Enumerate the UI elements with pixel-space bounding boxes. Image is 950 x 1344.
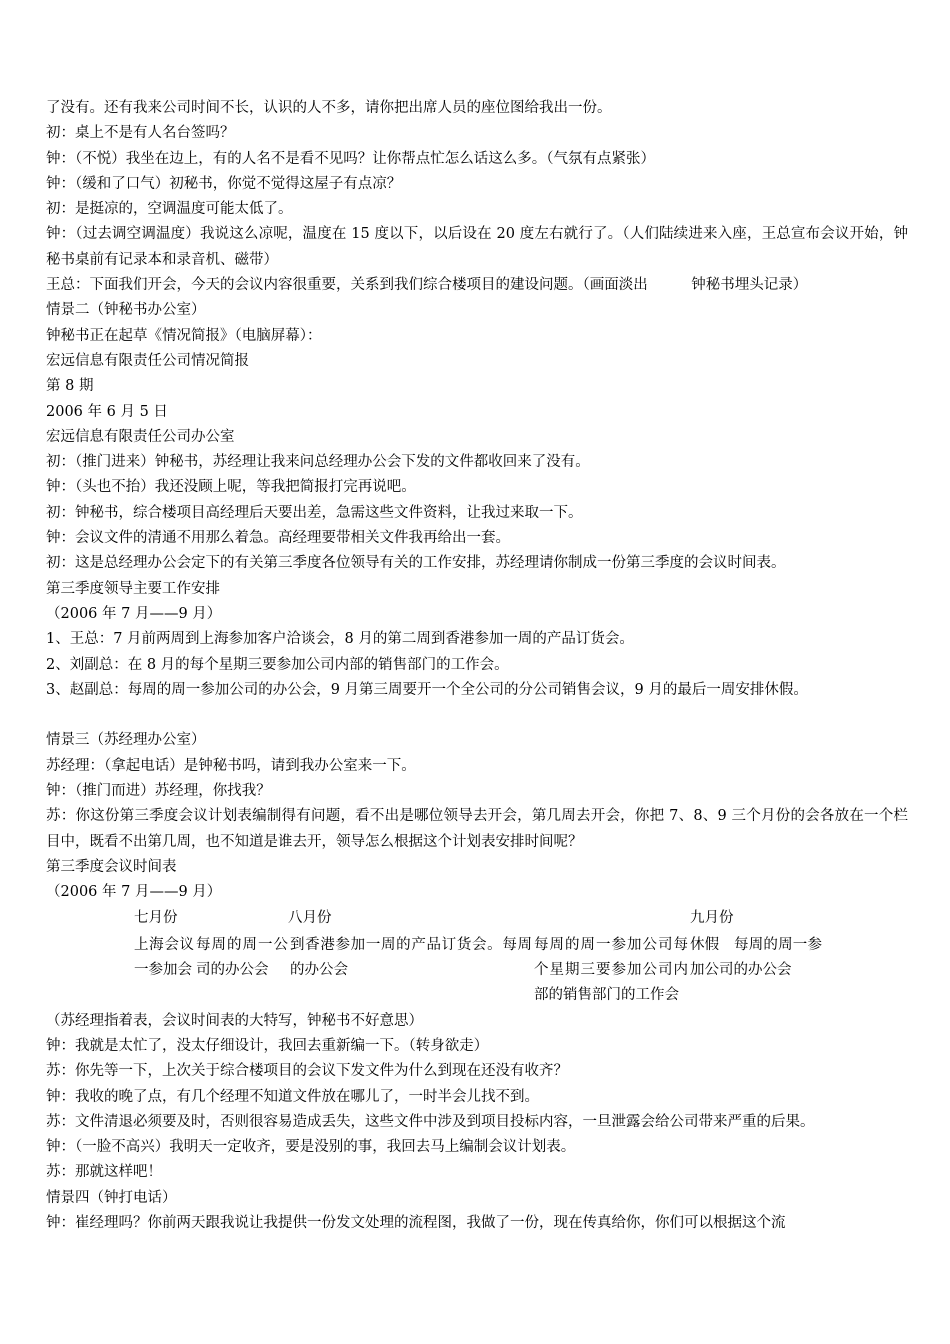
scene-heading: 情景四（钟打电话） (46, 1189, 177, 1206)
blank-line (46, 703, 908, 728)
text-line: 初：是挺凉的，空调温度可能太低了。 (46, 201, 293, 218)
schedule-item: 2、刘副总：在 8 月的每个星期三要参加公司内部的销售部门的工作会。 (46, 656, 509, 673)
text-line: 初：桌上不是有人名台签吗？ (46, 125, 235, 142)
text-line: 钟：（不悦）我坐在边上，有的人名不是看不见吗？让你帮点忙怎么话这么多。（气氛有点紧张） (46, 150, 655, 167)
header-september: 九月份 (690, 909, 734, 926)
text-paragraph: 王总：下面我们开会，今天的会议内容很重要，关系到我们综合楼项目的建设问题。（画面淡出 钟秘书埋头记录） (46, 277, 808, 294)
table-cell: 休假 每周的周一参加公司的办公会 (690, 936, 822, 979)
text-line: 钟：崔经理吗？你前两天跟我说让我提供一份发文处理的流程图，我做了一份，现在传真给你，你们可以根据这个流 (46, 1215, 786, 1232)
document-page (46, 96, 908, 1236)
header-july: 七月份 (134, 909, 178, 926)
meeting-schedule-table (134, 906, 824, 1009)
text-line: 钟：（头也不抬）我还没顾上呢，等我把简报打完再说吧。 (46, 479, 416, 496)
text-paragraph: 钟：（过去调空调温度）我说这么凉呢，温度在 15 度以下，以后设在 20 度左右就行了。（人们陆续进来入座，王总宣布会议开始，钟秘书桌前有记录本和录音机、磁带） (46, 226, 908, 268)
text-line: 钟：（一脸不高兴）我明天一定收齐，要是没别的事，我回去马上编制会议计划表。 (46, 1139, 576, 1156)
scene-heading: 情景二（钟秘书办公室） (46, 302, 206, 319)
schedule-item: 1、王总：7 月前两周到上海参加客户洽谈会，8 月的第二周到香港参加一周的产品订货会。 (46, 631, 634, 648)
table-header-row (134, 906, 824, 931)
table-body-row (134, 933, 824, 1009)
text-line: 苏：你先等一下，上次关于综合楼项目的会议下发文件为什么到现在还没有收齐？ (46, 1063, 568, 1080)
text-line: 初：（推门进来）钟秘书，苏经理让我来问总经理办公会下发的文件都收回来了没有。 (46, 454, 590, 471)
table-cell: 每周的周一公司的办公会 (196, 936, 288, 979)
schedule-period: （2006 年 7 月——9 月） (46, 605, 222, 622)
table-title: 第三季度会议时间表 (46, 858, 177, 875)
text-line: 钟：我就是太忙了，没太仔细设计，我回去重新编一下。（转身欲走） (46, 1037, 489, 1054)
bulletin-date: 2006 年 6 月 5 日 (46, 403, 168, 420)
text-paragraph: 苏：你这份第三季度会议计划表编制得有问题，看不出是哪位领导去开会，第几周去开会，你把 7、8、9 三个月份的会各放在一个栏目中，既看不出第几周，也不知道是谁去开，领导怎么根据这个计划表安排时间呢？ (46, 808, 908, 850)
bulletin-issue: 第 8 期 (46, 378, 94, 395)
text-line: （苏经理指着表，会议时间表的大特写，钟秘书不好意思） (46, 1012, 423, 1029)
text-line: 钟：会议文件的清通不用那么着急。高经理要带相关文件我再给出一套。 (46, 530, 510, 547)
bulletin-title: 宏远信息有限责任公司情况简报 (46, 352, 249, 369)
schedule-title: 第三季度领导主要工作安排 (46, 580, 220, 597)
text-line: 苏：那就这样吧！ (46, 1164, 162, 1181)
text-line: 钟：（缓和了口气）初秘书，你觉不觉得这屋子有点凉？ (46, 175, 402, 192)
table-cell: 每周的周一参加公司每个星期三要参加公司内部的销售部门的工作会 (534, 936, 688, 1004)
header-august: 八月份 (288, 909, 332, 926)
text-line: 钟秘书正在起草《情况简报》（电脑屏幕）： (46, 327, 322, 344)
text-line: 初：钟秘书，综合楼项目高经理后天要出差，急需这些文件资料，让我过来取一下。 (46, 504, 583, 521)
table-cell: 到香港参加一周的产品订货会。每周的办公会 (290, 936, 532, 979)
bulletin-issuer: 宏远信息有限责任公司办公室 (46, 428, 235, 445)
text-line: 初：这是总经理办公会定下的有关第三季度各位领导有关的工作安排，苏经理请你制成一份第三季度的会议时间表。 (46, 555, 786, 572)
scene-heading: 情景三（苏经理办公室） (46, 732, 206, 749)
text-line: 钟：（推门而进）苏经理，你找我？ (46, 783, 271, 800)
text-paragraph: 苏：文件清退必须要及时，否则很容易造成丢失，这些文件中涉及到项目投标内容，一旦泄露会给公司带来严重的后果。 (46, 1113, 815, 1130)
schedule-item: 3、赵副总：每周的周一参加公司的办公会，9 月第三周要开一个全公司的分公司销售会议，9 月的最后一周安排休假。 (46, 681, 808, 698)
table-cell: 上海会议一参加会 (134, 936, 194, 979)
text-line: 钟：我收的晚了点，有几个经理不知道文件放在哪儿了，一时半会儿找不到。 (46, 1088, 539, 1105)
table-period: （2006 年 7 月——9 月） (46, 884, 222, 901)
text-line: 苏经理：（拿起电话）是钟秘书吗，请到我办公室来一下。 (46, 757, 416, 774)
text-line: 了没有。还有我来公司时间不长，认识的人不多，请你把出席人员的座位图给我出一份。 (46, 100, 612, 116)
